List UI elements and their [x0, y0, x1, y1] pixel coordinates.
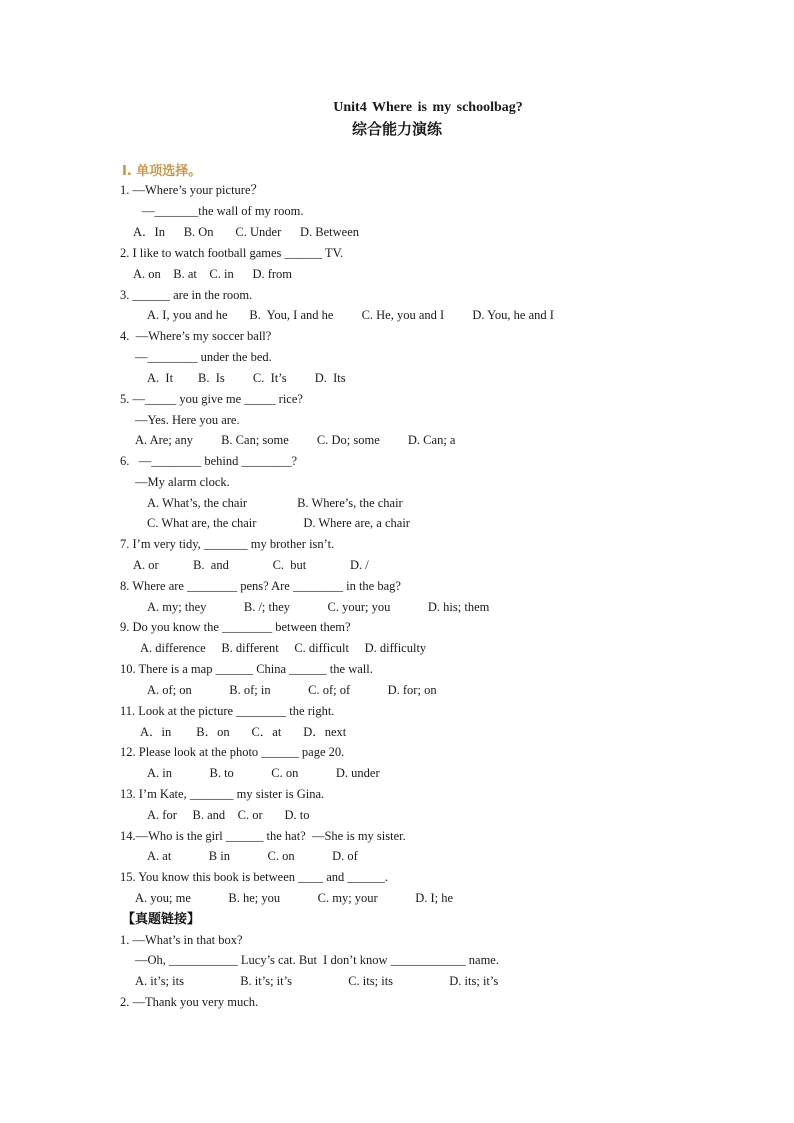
question-4: 4. ―Where’s my soccer ball? [120, 329, 272, 343]
question-5-options: A. Are; any B. Can; some C. Do; some D. Can; a [135, 433, 456, 447]
question-8-options: A. my; they B. /; they C. your; you D. his; them [147, 600, 490, 614]
question-1: 1. —Where’s your picture？ [120, 183, 264, 197]
question-11: 11. Look at the picture ________ the right. [120, 704, 335, 718]
question-15: 15. You know this book is between ____ and ______. [120, 870, 389, 884]
exam-question-1-response: —Oh, ___________ Lucy’s cat. But I don’t know ____________ name. [135, 953, 499, 967]
question-12: 12. Please look at the photo ______ page 20. [120, 745, 345, 759]
question-5: 5. —_____ you give me _____ rice? [120, 392, 303, 406]
exam-question-1-options: A. it’s; its B. it’s; it’s C. its; its D. its; it’s [135, 974, 499, 988]
question-13-options: A. for B. and C. or D. to [147, 808, 310, 822]
question-1-response: —_______the wall of my room. [142, 204, 304, 218]
worksheet-title [0, 98, 794, 139]
question-9-options: A. difference B. different C. difficult D. difficulty [140, 641, 427, 655]
question-4-options: A. It B. Is C. It’s D. Its [147, 371, 346, 385]
exam-question-2: 2. —Thank you very much. [120, 995, 259, 1009]
question-10: 10. There is a map ______ China ______ the wall. [120, 662, 373, 676]
question-7-options: A. or B. and C. but D. / [133, 558, 369, 572]
question-6-options-cd: C. What are, the chair D. Where are, a chair [147, 516, 410, 530]
question-3: 3. ______ are in the room. [120, 288, 253, 302]
unit-subtitle: 综合能力演练 [351, 120, 442, 138]
question-6-options-ab: A. What’s, the chair B. Where’s, the chair [147, 496, 403, 510]
question-10-options: A. of; on B. of; in C. of; of D. for; on [147, 683, 437, 697]
question-2: 2. I like to watch football games ______ TV. [120, 246, 344, 260]
unit-title: Unit4 Where is my schoolbag? [333, 100, 523, 115]
question-14: 14.―Who is the girl ______ the hat? ―She is my sister. [120, 829, 406, 843]
question-5-response: ―Yes. Here you are. [135, 413, 240, 427]
question-6-response: —My alarm clock. [135, 475, 230, 489]
section-heading-multiple-choice: Ⅰ. 单项选择。 [122, 164, 202, 179]
question-2-options: A. on B. at C. in D. from [133, 267, 293, 281]
question-13: 13. I’m Kate, _______ my sister is Gina. [120, 787, 325, 801]
question-1-options: A．In B. On C. Under D. Between [133, 225, 360, 239]
question-7: 7. I’m very tidy, _______ my brother isn’t. [120, 537, 335, 551]
section-heading-real-exam-link: 【真题链接】 [122, 912, 201, 927]
question-15-options: A. you; me B. he; you C. my; your D. I; he [135, 891, 454, 905]
question-6: 6. ―________ behind ________? [120, 454, 298, 468]
question-8: 8. Where are ________ pens? Are ________ in the bag? [120, 579, 401, 593]
question-12-options: A. in B. to C. on D. under [147, 766, 380, 780]
question-14-options: A. at B in C. on D. of [147, 849, 358, 863]
question-9: 9. Do you know the ________ between them? [120, 620, 351, 634]
question-3-options: A. I, you and he B. You, I and he C. He, you and I D. You, he and I [147, 308, 554, 322]
exam-question-1: 1. —What’s in that box? [120, 933, 243, 947]
question-11-options: A．in B．on C．at D．next [140, 725, 347, 739]
question-4-response: ―________ under the bed. [135, 350, 272, 364]
